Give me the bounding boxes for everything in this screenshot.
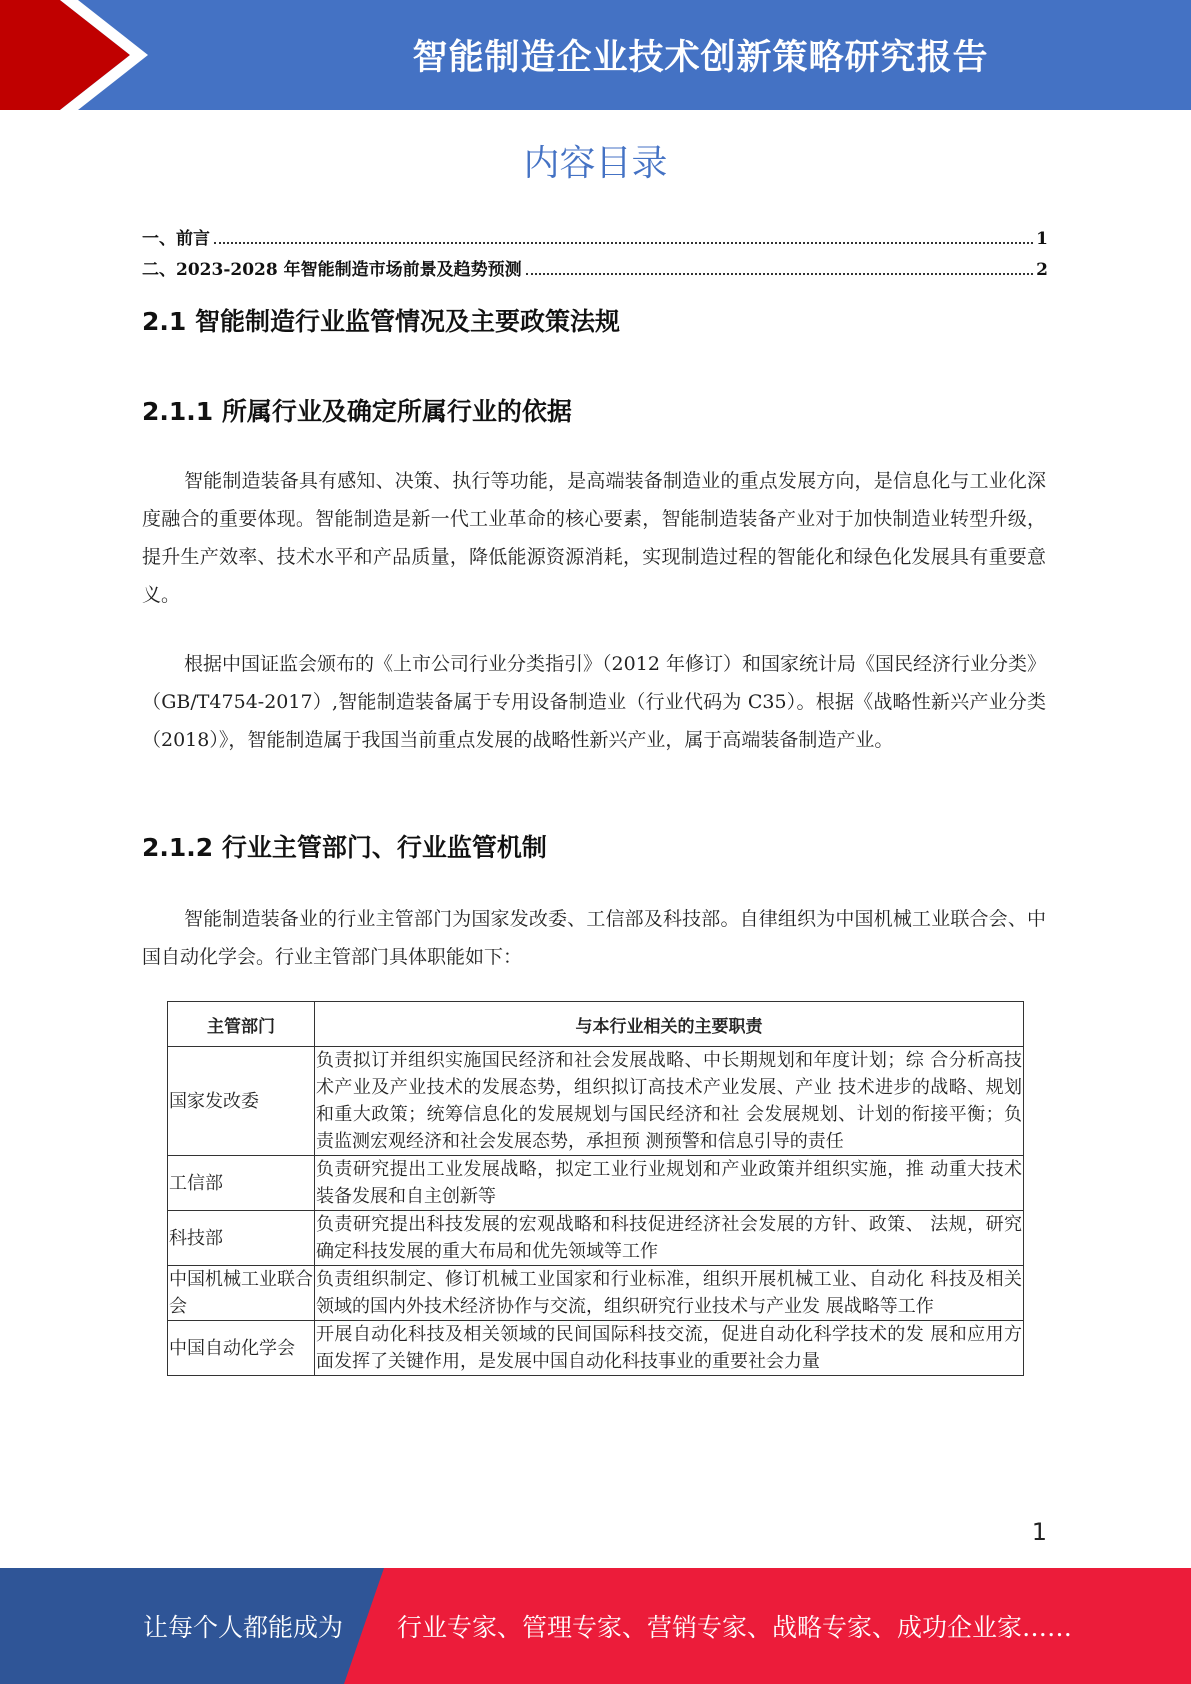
toc-entry-label: 二、2023-2028 年智能制造市场前景及趋势预测 (142, 260, 522, 280)
duty-cell: 负责拟订并组织实施国民经济和社会发展战略、中长期规划和年度计划；综 合分析高技术产业及产业技术的发展态势，组织拟订高技术产业发展、产业 技术进步的战略、规划和重大政策；统筹信息化的发展规划与国民经济和社 会发展规划、计划的衔接平衡；负责监测宏观经济和社会发展态势，承担预 测预警和信息引导的责任 (315, 1047, 1024, 1156)
table-row (168, 1321, 1024, 1376)
toc-entry-label: 一、前言 (142, 229, 210, 249)
toc-entry[interactable] (142, 224, 1048, 255)
page-number: 1 (1031, 1518, 1047, 1546)
duty-cell: 开展自动化科技及相关领域的民间国际科技交流，促进自动化科学技术的发 展和应用方面发挥了关键作用，是发展中国自动化科技事业的重要社会力量 (315, 1321, 1024, 1376)
table-header-row (168, 1002, 1024, 1047)
table-row (168, 1156, 1024, 1211)
table-row (168, 1211, 1024, 1266)
table-of-contents (142, 224, 1048, 286)
column-header-duty: 与本行业相关的主要职责 (315, 1002, 1024, 1047)
paragraph-industry-intro: 智能制造装备具有感知、决策、执行等功能，是高端装备制造业的重点发展方向，是信息化与工业化深度融合的重要体现。智能制造是新一代工业革命的核心要素，智能制造装备产业对于加快制造业转型升级，提升生产效率、技术水平和产品质量，降低能源资源消耗，实现制造过程的智能化和绿色化发展具有重要意义。 (142, 470, 1046, 606)
dept-cell: 中国自动化学会 (168, 1321, 315, 1376)
footer-banner (0, 1568, 1191, 1684)
section-heading-2-1-2: 2.1.2 行业主管部门、行业监管机制 (142, 833, 547, 862)
report-title: 智能制造企业技术创新策略研究报告 (412, 38, 989, 78)
footer-slogan-right: 行业专家、管理专家、营销专家、战略专家、成功企业家…… (397, 1613, 1073, 1642)
regulator-duties-table (167, 1001, 1024, 1376)
duty-cell: 负责研究提出科技发展的宏观战略和科技促进经济社会发展的方针、政策、 法规，研究确定科技发展的重大布局和优先领域等工作 (315, 1211, 1024, 1266)
dept-cell: 工信部 (168, 1156, 315, 1211)
header-banner (0, 0, 1191, 110)
duty-cell: 负责研究提出工业发展战略，拟定工业行业规划和产业政策并组织实施，推 动重大技术装备发展和自主创新等 (315, 1156, 1024, 1211)
paragraph-industry-classification: 根据中国证监会颁布的《上市公司行业分类指引》（2012 年修订）和国家统计局《国民经济行业分类》（GB/T4754-2017）,智能制造装备属于专用设备制造业（行业代码为 C35）。根据《战略性新兴产业分类（2018）》，智能制造属于我国当前重点发展的战略性新兴产业，属于高端装备制造产业。 (142, 653, 1046, 751)
section-heading-2-1: 2.1 智能制造行业监管情况及主要政策法规 (142, 307, 620, 336)
table-row (168, 1047, 1024, 1156)
column-header-dept: 主管部门 (168, 1002, 315, 1047)
toc-entry-page: 1 (1036, 229, 1048, 249)
toc-leader-dots (526, 273, 1034, 275)
toc-entry[interactable] (142, 255, 1048, 286)
duty-cell: 负责组织制定、修订机械工业国家和行业标准，组织开展机械工业、自动化 科技及相关领域的国内外技术经济协作与交流，组织研究行业技术与产业发 展战略等工作 (315, 1266, 1024, 1321)
dept-cell: 中国机械工业联合会 (168, 1266, 315, 1321)
toc-leader-dots (214, 242, 1033, 244)
section-heading-2-1-1: 2.1.1 所属行业及确定所属行业的依据 (142, 397, 572, 426)
table-row (168, 1266, 1024, 1321)
dept-cell: 科技部 (168, 1211, 315, 1266)
toc-heading: 内容目录 (523, 143, 668, 184)
dept-cell: 国家发改委 (168, 1047, 315, 1156)
footer-slogan-left: 让每个人都能成为 (143, 1613, 344, 1642)
header-arrow-icon (0, 0, 160, 110)
toc-entry-page: 2 (1036, 260, 1048, 280)
paragraph-regulators: 智能制造装备业的行业主管部门为国家发改委、工信部及科技部。自律组织为中国机械工业联合会、中国自动化学会。行业主管部门具体职能如下： (142, 908, 1046, 968)
